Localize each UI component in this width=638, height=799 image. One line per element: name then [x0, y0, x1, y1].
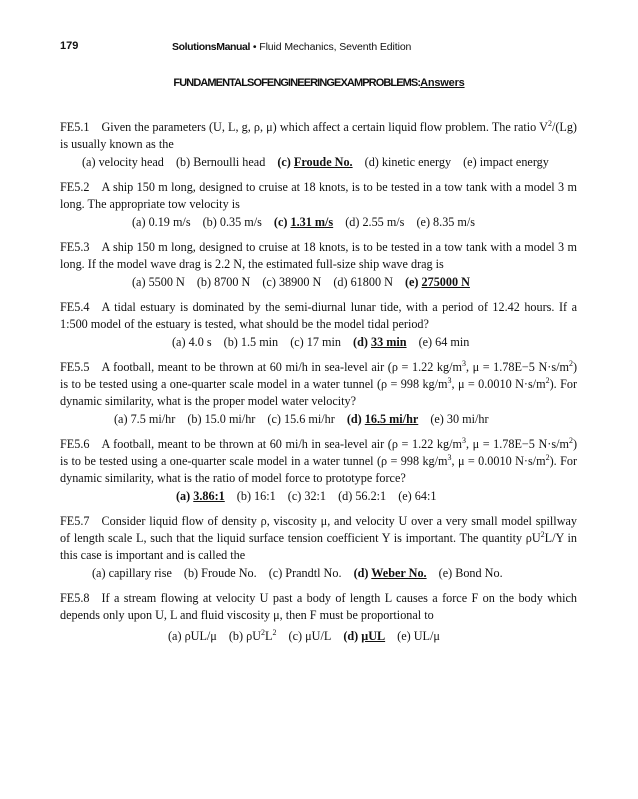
answer-options	[60, 488, 577, 505]
problem-fe5-7	[60, 513, 577, 582]
problem-number: FE5.7	[60, 514, 90, 528]
header-title	[172, 41, 411, 53]
option-label: (a)	[176, 489, 191, 503]
option-d-correct	[353, 335, 407, 349]
option-c: (c) 17 min	[290, 335, 341, 349]
correct-answer: Weber No.	[371, 566, 427, 580]
option-b: (b) 16:1	[236, 489, 276, 503]
superscript: 3	[447, 376, 452, 385]
question-text	[60, 299, 577, 333]
section-title-answers: Answers	[420, 77, 465, 89]
problem-number: FE5.6	[60, 437, 90, 451]
option-a: (a) 4.0 s	[172, 335, 212, 349]
problem-fe5-4	[60, 299, 577, 351]
problem-fe5-1	[60, 119, 577, 171]
answer-options	[60, 565, 577, 582]
correct-answer: μUL	[361, 629, 386, 643]
option-c: (c) 38900 N	[262, 275, 322, 289]
option-a: (a) capillary rise	[92, 566, 172, 580]
question-part: μ = 1.78E−5 N·s/m	[472, 360, 569, 374]
problem-fe5-5	[60, 359, 577, 428]
question-part: ) is to be tested using a one-quarter scale model in a water tunnel (ρ = 998 kg/m	[60, 360, 578, 391]
problem-number: FE5.4	[60, 300, 90, 314]
problem-number: FE5.2	[60, 180, 90, 194]
option-d: (d) kinetic energy	[364, 155, 452, 169]
answer-options	[60, 411, 577, 428]
option-c-correct	[277, 155, 352, 169]
question-text	[60, 179, 577, 213]
answer-options	[60, 274, 577, 291]
correct-answer: 275000 N	[421, 275, 470, 289]
option-c: (c) μU/L	[288, 629, 332, 643]
option-label: (e)	[404, 275, 419, 289]
superscript: 2	[261, 628, 266, 637]
option-d-correct	[347, 412, 418, 426]
option-label: (d)	[353, 335, 368, 349]
question-part: ) is to be tested using a one-quarter scale model in a water tunnel (ρ = 998 kg/m	[60, 437, 578, 468]
option-b: (b) Froude No.	[183, 566, 257, 580]
question-part: /(Lg) is usually known as the	[60, 120, 577, 151]
header-manual: SolutionsManual	[172, 41, 251, 53]
option-b: (b) 1.5 min	[223, 335, 279, 349]
option-text: (b) ρU	[228, 629, 262, 643]
section-title	[0, 77, 638, 89]
page-number: 179	[60, 40, 79, 52]
option-b: (b) 8700 N	[196, 275, 251, 289]
superscript: 3	[447, 453, 452, 462]
question-part: Given the parameters (U, L, g, ρ, μ) which affect a certain liquid flow problem. The ratio V	[101, 120, 548, 134]
option-e: (e) 64 min	[418, 335, 470, 349]
option-c: (c) 15.6 mi/hr	[267, 412, 335, 426]
question-part: μ = 1.78E−5 N·s/m	[472, 437, 569, 451]
question-part: , μ = 0.0010 N·s/m	[451, 377, 546, 391]
option-a: (a) 7.5 mi/hr	[114, 412, 176, 426]
problem-fe5-2	[60, 179, 577, 231]
option-c: (c) 32:1	[287, 489, 327, 503]
problem-fe5-8	[60, 590, 577, 645]
correct-answer: 33 min	[370, 335, 407, 349]
option-e: (e) 8.35 m/s	[416, 215, 476, 229]
question-text	[60, 119, 577, 153]
question-text: FE5.6 A football, meant to be thrown at 60 mi/h in sea-level air (ρ = 1.22 $kg/m^3$, μ = 1.78E−5 $N\cdot s/m^2$) is to be tested using a one-quarter scale model in a water tunnel (ρ = 998 $kg/m^3$, μ = 0.0010 $N\cdot s/m^2$). For dynamic similarity, what is the ratio of model force to prototype force?	[60, 436, 578, 485]
option-e: (e) Bond No.	[438, 566, 503, 580]
question-text	[60, 239, 577, 273]
question-part: A football, meant to be thrown at 60 mi/h in sea-level air (ρ = 1.22 kg/m	[101, 437, 462, 451]
superscript: 2	[272, 628, 277, 637]
question-text	[60, 513, 577, 564]
superscript: 2	[568, 436, 573, 445]
option-label: (c)	[277, 155, 291, 169]
question-part: A tidal estuary is dominated by the semi-diurnal lunar tide, with a period of 12.42 hours. If a 1:500 model of the estuary is tested, what should be the model tidal period?	[60, 300, 577, 331]
option-label: (d)	[343, 629, 359, 643]
superscript: 3	[461, 359, 466, 368]
superscript: 2	[545, 376, 550, 385]
problem-list	[60, 119, 577, 653]
superscript: 2	[568, 359, 573, 368]
option-a: (a) 0.19 m/s	[132, 215, 191, 229]
problem-number: FE5.1	[60, 120, 90, 134]
option-e-correct	[405, 275, 470, 289]
question-part: L/Y in this case is important and is called the	[60, 531, 578, 562]
option-b: (b) Bernoulli head	[175, 155, 266, 169]
option-d: (d) 61800 N	[333, 275, 393, 289]
superscript: 2	[540, 530, 545, 539]
option-c: (c) Prandtl No.	[268, 566, 342, 580]
option-a: (a) velocity head	[82, 155, 164, 169]
superscript: 2	[545, 453, 550, 462]
correct-answer: Froude No.	[293, 155, 353, 169]
question-part: ). For dynamic similarity, what is the proper model water velocity?	[60, 377, 577, 408]
problem-number: FE5.5	[60, 360, 90, 374]
option-e: (e) impact energy	[463, 155, 549, 169]
option-a: (a) 5500 N	[132, 275, 185, 289]
answer-options	[60, 154, 577, 171]
question-text	[60, 590, 577, 624]
problem-fe5-3	[60, 239, 577, 291]
option-e: (e) UL/μ	[397, 629, 440, 643]
problem-fe5-6	[60, 436, 577, 505]
question-part: If a stream flowing at velocity U past a body of length L causes a force F on the body which depends only upon U, L and fluid viscosity μ, then F must be proportional to	[60, 591, 577, 622]
question-part: A ship 150 m long, designed to cruise at 18 knots, is to be tested in a tow tank with a model 3 m long. If the model wave drag is 2.2 N, the estimated full-size ship wave drag is	[60, 240, 577, 271]
answer-options	[60, 628, 577, 645]
option-d-correct	[354, 566, 427, 580]
option-label: (c)	[273, 215, 288, 229]
question-part: ). For dynamic similarity, what is the ratio of model force to prototype force?	[60, 454, 577, 485]
superscript: 2	[547, 119, 552, 128]
option-d-correct	[343, 629, 385, 643]
section-title-main: FUNDAMENTALSOFENGINEERINGEXAMPROBLEMS:	[173, 77, 421, 89]
question-part: Consider liquid flow of density ρ, viscosity μ, and velocity U over a very small model spillway of length scale L, such that the liquid surface tension coefficient Y is important. The quantity ρU	[60, 514, 577, 545]
problem-number: FE5.3	[60, 240, 90, 254]
question-text: FE5.5 A football, meant to be thrown at 60 mi/h in sea-level air (ρ = 1.22 $kg/m^3$, μ = 1.78E−5 $N\cdot s/m^2$) is to be tested using a one-quarter scale model in a water tunnel (ρ = 998 $kg/m^3$, μ = 0.0010 $N\cdot s/m^2$). For dynamic similarity, what is the proper model water velocity?	[60, 359, 578, 408]
option-b: (b) 15.0 mi/hr	[187, 412, 256, 426]
header-bullet: •	[252, 41, 257, 53]
problem-number: FE5.8	[60, 591, 90, 605]
option-label: (d)	[353, 566, 369, 580]
answer-options	[60, 214, 577, 231]
header-book: Fluid Mechanics, Seventh Edition	[259, 41, 412, 53]
option-label: (d)	[346, 412, 362, 426]
correct-answer: 16.5 mi/hr	[364, 412, 419, 426]
option-e: (e) 30 mi/hr	[430, 412, 489, 426]
question-part: A ship 150 m long, designed to cruise at 18 knots, is to be tested in a tow tank with a model 3 m long. The appropriate tow velocity is	[60, 180, 577, 211]
option-c-correct	[274, 215, 333, 229]
option-b	[229, 629, 277, 643]
option-b: (b) 0.35 m/s	[202, 215, 262, 229]
correct-answer: 3.86:1	[193, 489, 225, 503]
option-d: (d) 56.2:1	[338, 489, 387, 503]
option-a-correct	[176, 489, 225, 503]
question-part: A football, meant to be thrown at 60 mi/h in sea-level air (ρ = 1.22 kg/m	[101, 360, 462, 374]
superscript: 3	[461, 436, 466, 445]
answer-options	[60, 334, 577, 351]
option-e: (e) 64:1	[398, 489, 437, 503]
question-part: , μ = 0.0010 N·s/m	[451, 454, 546, 468]
option-d: (d) 2.55 m/s	[345, 215, 405, 229]
correct-answer: 1.31 m/s	[290, 215, 334, 229]
option-a: (a) ρUL/μ	[168, 629, 217, 643]
option-text: L	[265, 629, 273, 643]
